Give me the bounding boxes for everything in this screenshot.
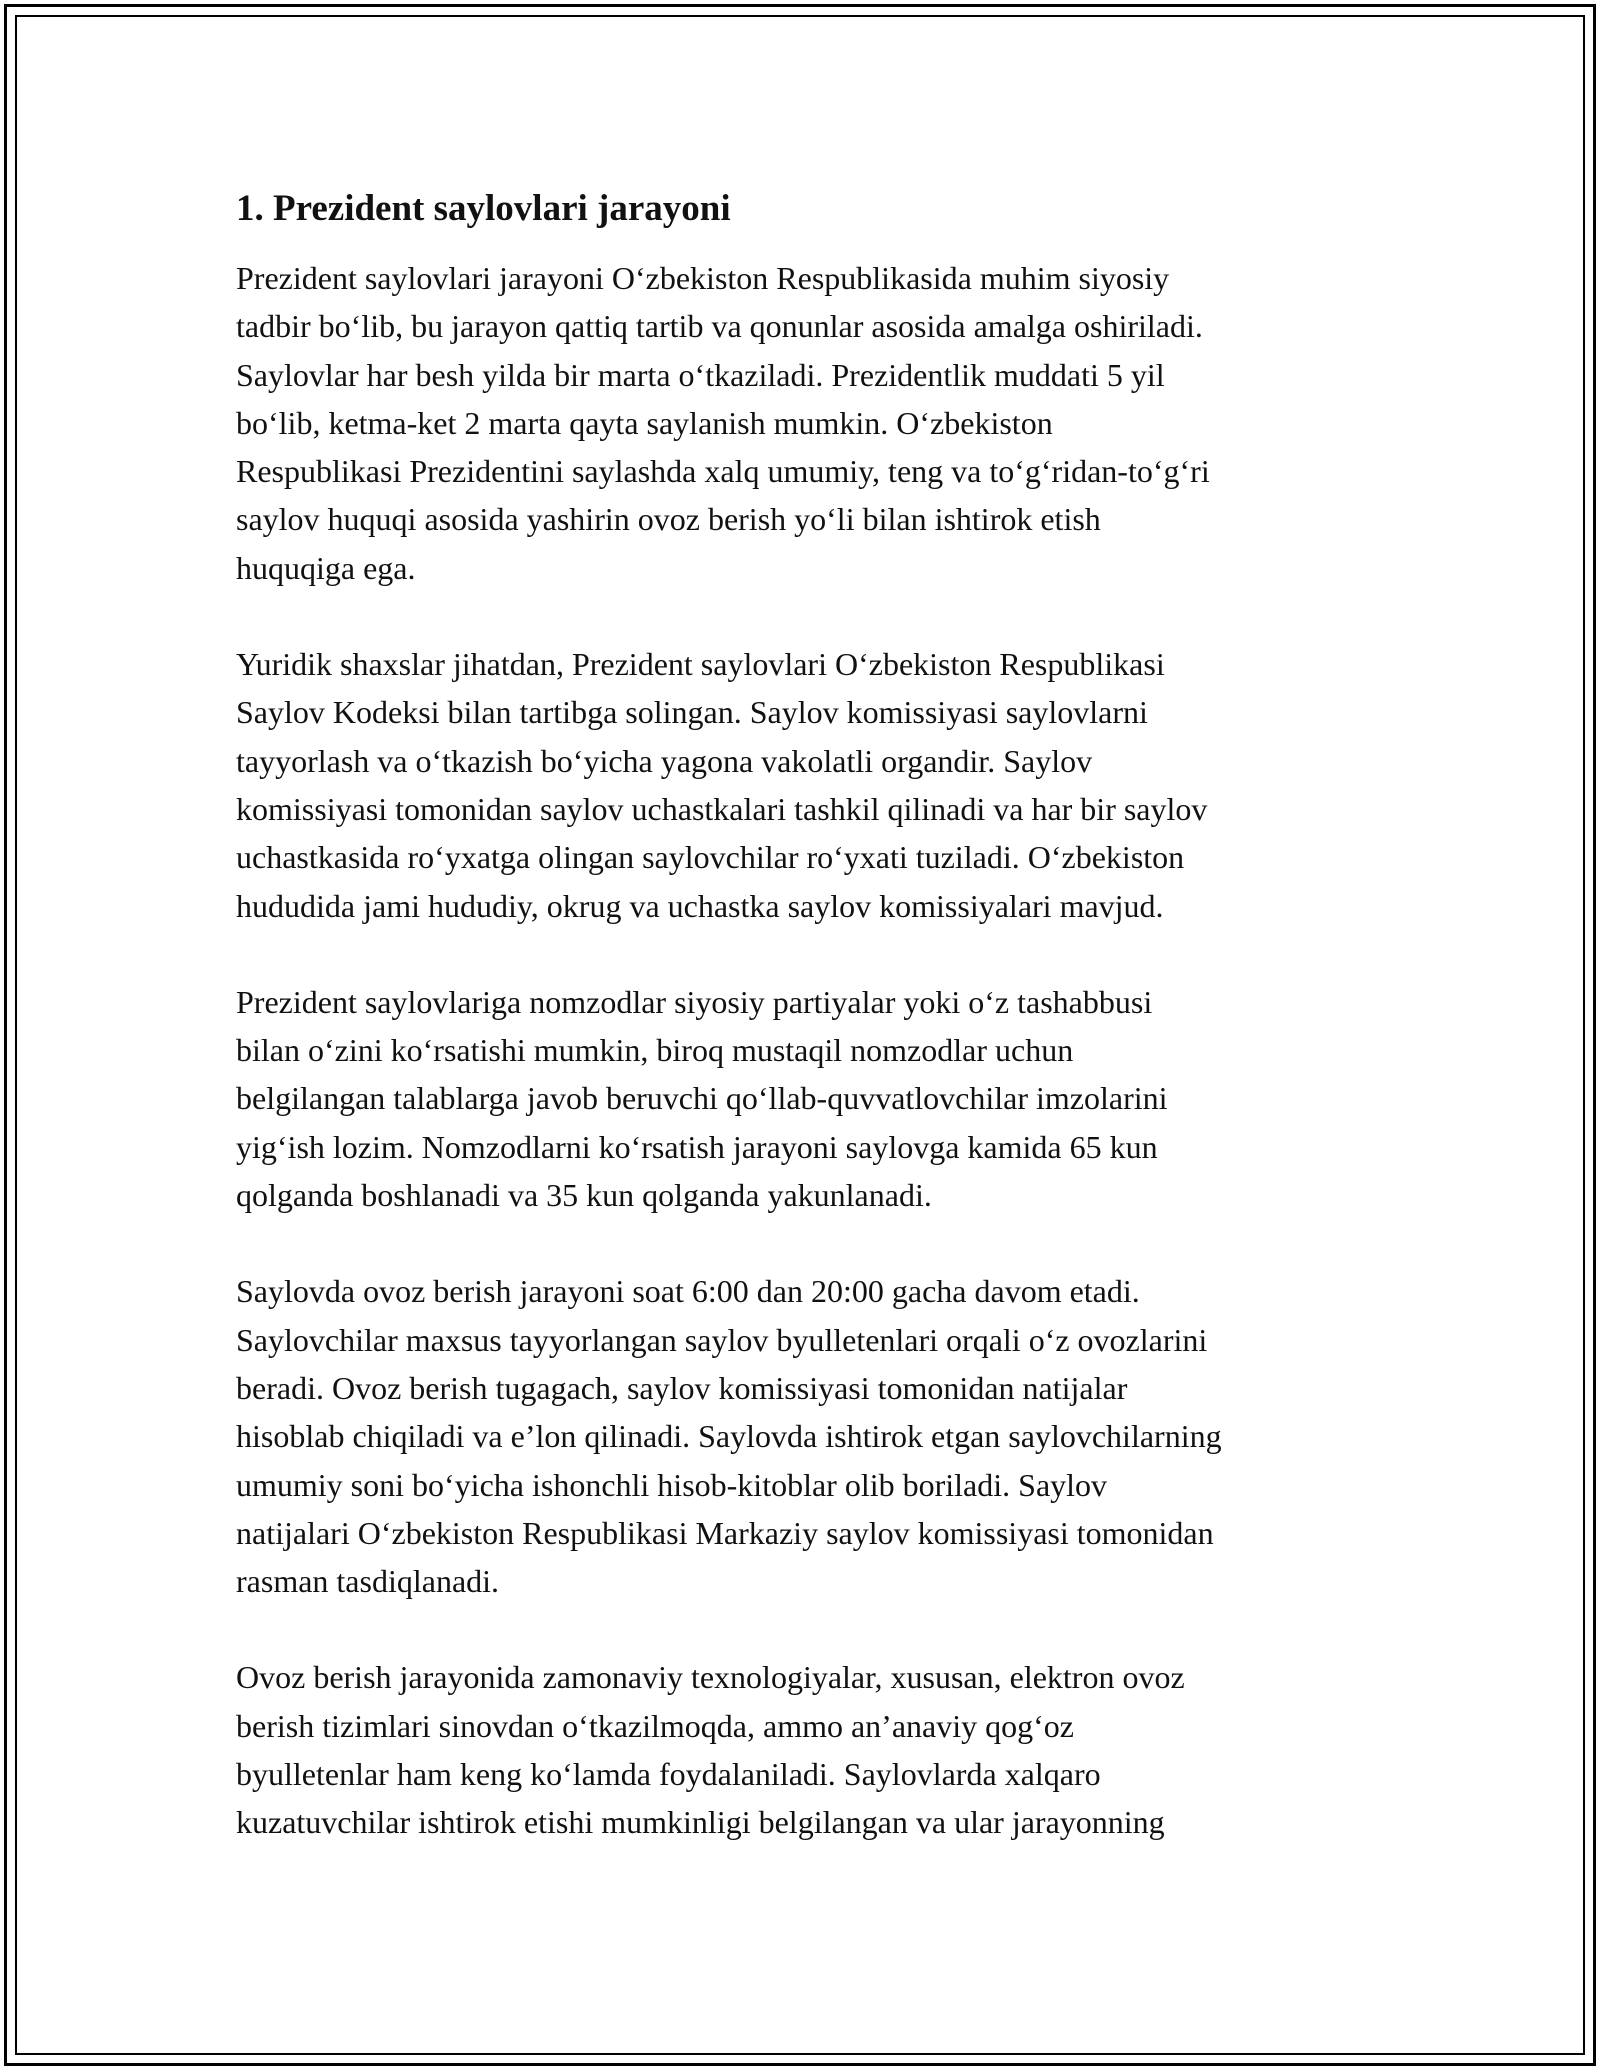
paragraph-4: Saylovda ovoz berish jarayoni soat 6:00 dan 20:00 gacha davom etadi. Saylovchilar maxsus tayyorlangan saylov byulletenlari orqali o‘z ovozlarini beradi. Ovoz berish tugagach, saylov komissiyasi tomonidan natijalar hisoblab chiqiladi va e’lon qilinadi. Saylovda ishtirok etgan saylovchilarning umumiy soni bo‘yicha ishonchli hisob-kitoblar olib boriladi. Saylov natijalari O‘zbekiston Respublikasi Markaziy saylov komissiyasi tomonidan rasman tasdiqlanadi. (236, 1273, 1222, 1600)
paragraph-1: Prezident saylovlari jarayoni O‘zbekiston Respublikasida muhim siyosiy tadbir bo‘lib, bu jarayon qattiq tartib va qonunlar asosida amalga oshiriladi. Saylovlar har besh yilda bir marta o‘tkaziladi. Prezidentlik muddati 5 yil bo‘lib, ketma-ket 2 marta qayta saylanish mumkin. O‘zbekiston Respublikasi Prezidentini saylashda xalq umumiy, teng va to‘g‘ridan-to‘g‘ri saylov huquqi asosida yashirin ovoz berish yo‘li bilan ishtirok etish huquqiga ega. (236, 260, 1210, 586)
paragraph-2: Yuridik shaxslar jihatdan, Prezident saylovlari O‘zbekiston Respublikasi Saylov Kodeksi bilan tartibga solingan. Saylov komissiyasi saylovlarni tayyorlash va o‘tkazish bo‘yicha yagona vakolatli organdir. Saylov komissiyasi tomonidan saylov uchastkalari tashkil qilinadi va har bir saylov uchastkasida ro‘yxatga olingan saylovchilar ro‘yxati tuziladi. O‘zbekiston hududida jami hududiy, okrug va uchastka saylov komissiyalari mavjud. (236, 646, 1208, 924)
paragraph-3: Prezident saylovlariga nomzodlar siyosiy partiyalar yoki o‘z tashabbusi bilan o‘zini ko‘rsatishi mumkin, biroq mustaqil nomzodlar uchun belgilangan talablarga javob beruvchi qo‘llab-quvvatlovchilar imzolarini yig‘ish lozim. Nomzodlarni ko‘rsatish jarayoni saylovga kamida 65 kun qolganda boshlanadi va 35 kun qolganda yakunlanadi. (236, 983, 1168, 1214)
section-heading: 1. Prezident saylovlari jarayoni (236, 188, 731, 229)
paragraph-5: Ovoz berish jarayonida zamonaviy texnologiyalar, xususan, elektron ovoz berish tizimlari sinovdan o‘tkazilmoqda, ammo an’anaviy qog‘oz byulletenlar ham keng ko‘lamda foydalaniladi. Saylovlarda xalqaro kuzatuvchilar ishtirok etishi mumkinligi belgilangan va ular jarayonning (236, 1659, 1185, 1841)
document-body (236, 186, 1376, 1895)
